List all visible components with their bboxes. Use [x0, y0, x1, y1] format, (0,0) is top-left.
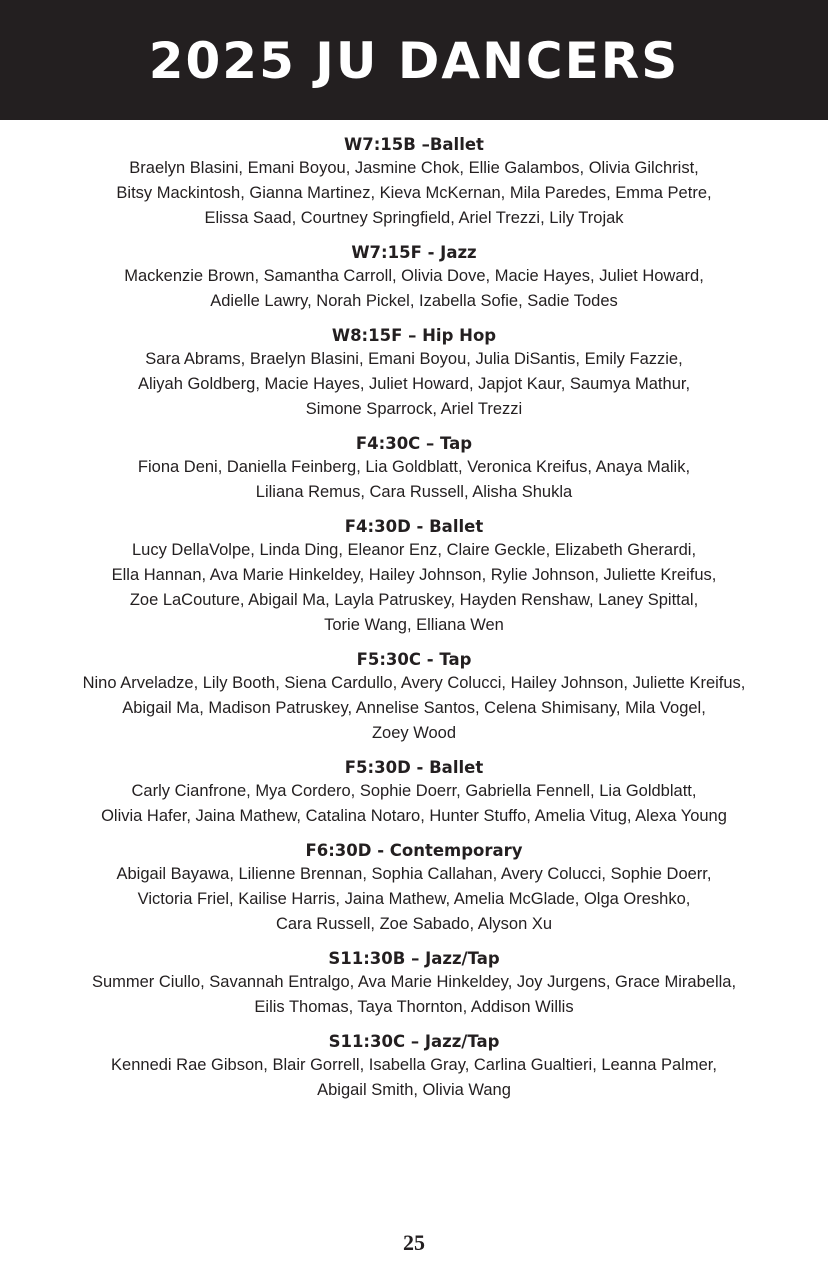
dancer-class-list [0, 133, 828, 1113]
class-title: W7:15F - Jazz [351, 243, 477, 262]
dancer-names-line: Sara Abrams, Braelyn Blasini, Emani Boyou, Julia DiSantis, Emily Fazzie, [145, 350, 683, 368]
dancer-names-line: Fiona Deni, Daniella Feinberg, Lia Goldblatt, Veronica Kreifus, Anaya Malik, [137, 458, 691, 476]
dancer-names-line: Abigail Smith, Olivia Wang [317, 1081, 511, 1099]
dancer-names-line: Abigail Ma, Madison Patruskey, Annelise Santos, Celena Shimisany, Mila Vogel, [122, 699, 706, 717]
dancer-names-line: Lucy DellaVolpe, Linda Ding, Eleanor Enz, Claire Geckle, Elizabeth Gherardi, [131, 541, 697, 559]
dancer-names-line: Aliyah Goldberg, Macie Hayes, Juliet Howard, Japjot Kaur, Saumya Mathur, [137, 375, 691, 393]
dancer-names-line: Kennedi Rae Gibson, Blair Gorrell, Isabella Gray, Carlina Gualtieri, Leanna Palmer, [111, 1056, 717, 1074]
dancer-names-line: Cara Russell, Zoe Sabado, Alyson Xu [275, 915, 553, 933]
class-section [0, 324, 828, 422]
dancer-names-line: Victoria Friel, Kailise Harris, Jaina Mathew, Amelia McGlade, Olga Oreshko, [137, 890, 691, 908]
dancer-names-line: Zoe LaCouture, Abigail Ma, Layla Patruskey, Hayden Renshaw, Laney Spittal, [129, 591, 699, 609]
class-title: F5:30C - Tap [356, 650, 472, 669]
dancer-names-line: Nino Arveladze, Lily Booth, Siena Cardullo, Avery Colucci, Hailey Johnson, Juliette Kreifus, [82, 674, 746, 692]
dancer-names [0, 264, 828, 314]
class-section [0, 515, 828, 638]
class-title: S11:30B – Jazz/Tap [328, 949, 500, 968]
page-number: 25 [403, 1230, 425, 1255]
class-title: F5:30D - Ballet [344, 758, 484, 777]
page-title: 2025 JU DANCERS [148, 32, 680, 90]
class-title: F4:30C – Tap [355, 434, 473, 453]
dancer-names-line: Elissa Saad, Courtney Springfield, Ariel Trezzi, Lily Trojak [204, 209, 624, 227]
dancer-names [0, 538, 828, 638]
dancer-names-line: Carly Cianfrone, Mya Cordero, Sophie Doerr, Gabriella Fennell, Lia Goldblatt, [131, 782, 697, 800]
class-section [0, 133, 828, 231]
dancer-names-line: Adielle Lawry, Norah Pickel, Izabella Sofie, Sadie Todes [210, 292, 618, 310]
dancer-names [0, 862, 828, 937]
class-section [0, 432, 828, 505]
class-title: W7:15B –Ballet [344, 135, 484, 154]
dancer-names-line: Braelyn Blasini, Emani Boyou, Jasmine Chok, Ellie Galambos, Olivia Gilchrist, [129, 159, 699, 177]
class-section [0, 947, 828, 1020]
class-section [0, 1030, 828, 1103]
dancer-names-line: Abigail Bayawa, Lilienne Brennan, Sophia Callahan, Avery Colucci, Sophie Doerr, [116, 865, 712, 883]
dancer-names-line: Simone Sparrock, Ariel Trezzi [305, 400, 523, 418]
dancer-names-line: Zoey Wood [371, 724, 457, 742]
dancer-names-line: Torie Wang, Elliana Wen [324, 616, 504, 634]
dancer-names [0, 1053, 828, 1103]
dancer-names-line: Bitsy Mackintosh, Gianna Martinez, Kieva McKernan, Mila Paredes, Emma Petre, [116, 184, 712, 202]
dancer-names-line: Eilis Thomas, Taya Thornton, Addison Willis [254, 998, 574, 1016]
class-section [0, 241, 828, 314]
dancer-names [0, 455, 828, 505]
dancer-names [0, 970, 828, 1020]
dancer-names-line: Liliana Remus, Cara Russell, Alisha Shukla [255, 483, 573, 501]
class-title: F4:30D - Ballet [344, 517, 484, 536]
class-section [0, 839, 828, 937]
dancer-names-line: Olivia Hafer, Jaina Mathew, Catalina Notaro, Hunter Stuffo, Amelia Vitug, Alexa Young [101, 807, 727, 825]
class-section [0, 756, 828, 829]
dancer-names-line: Mackenzie Brown, Samantha Carroll, Olivia Dove, Macie Hayes, Juliet Howard, [124, 267, 704, 285]
class-title: S11:30C – Jazz/Tap [328, 1032, 500, 1051]
dancer-names [0, 347, 828, 422]
dancer-names [0, 156, 828, 231]
class-title: F6:30D - Contemporary [305, 841, 523, 860]
dancer-names [0, 779, 828, 829]
dancer-names-line: Summer Ciullo, Savannah Entralgo, Ava Marie Hinkeldey, Joy Jurgens, Grace Mirabella, [91, 973, 737, 991]
class-title: W8:15F – Hip Hop [331, 326, 497, 345]
dancer-names [0, 671, 828, 746]
dancer-names-line: Ella Hannan, Ava Marie Hinkeldey, Hailey Johnson, Rylie Johnson, Juliette Kreifus, [111, 566, 717, 584]
class-section [0, 648, 828, 746]
page-header [0, 0, 828, 120]
